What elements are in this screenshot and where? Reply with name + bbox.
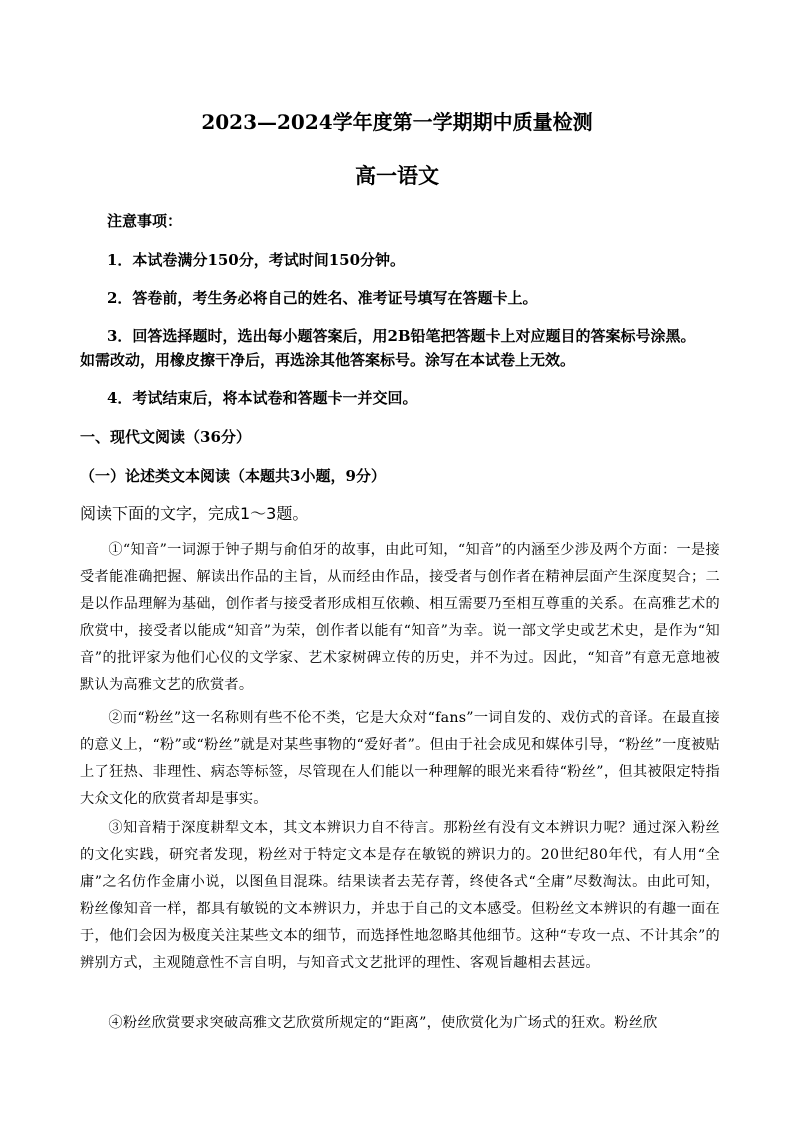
- passage-paragraph: ③知音精于深度耕犁文本，其文本辨识力自不待言。那粉丝有没有文本辨识力呢？通过深入粉丝的文化实践，研究者发现，粉丝对于特定文本是存在敏锐的辨识力的。20世纪80年代，有人用“全庸”之名仿作金庸小说，以图鱼目混珠。结果读者去芜存菁，终使各式“全庸”尽数淘汰。由此可知，粉丝像知音一样，都具有敏锐的文本辨识力，并忠于自己的文本感受。但粉丝文本辨识的有趣一面在于，他们会因为极度关注某些文本的细节，而选择性地忽略其他细节。这种“专攻一点、不计其余”的辨别方式，主观随意性不言自明，与知音式文艺批评的理性、客观旨趣相去甚远。: [80, 820, 720, 971]
- section-heading: 一、现代文阅读（36分）: [80, 428, 251, 446]
- reading-instruction: 阅读下面的文字，完成1～3题。: [80, 504, 309, 523]
- notice-item: 3．回答选择题时，选出每小题答案后，用2B铅笔把答题卡上对应题目的答案标号涂黑。: [107, 327, 696, 345]
- subject-title: 高一语文: [355, 163, 439, 188]
- notice-item: 2．答卷前，考生务必将自己的姓名、准考证号填写在答题卡上。: [107, 289, 538, 307]
- notice-heading: 注意事项：: [107, 212, 183, 230]
- passage-paragraph: ①“知音”一词源于钟子期与俞伯牙的故事，由此可知，“知音”的内涵至少涉及两个方面：一是接受者能准确把握、解读出作品的主旨，从而经由作品，接受者与创作者在精神层面产生深度契合；二是以作品理解为基础，创作者与接受者形成相互依赖、相互需要乃至相互尊重的关系。在高雅艺术的欣赏中，接受者以能成“知音”为荣，创作者以能有“知音”为幸。说一部文学史或艺术史，是作为“知音”的批评家为他们心仪的文学家、艺术家树碑立传的历史，并不为过。因此，“知音”有意无意地被默认为高雅文艺的欣赏者。: [80, 542, 720, 693]
- exam-title: 2023—2024学年度第一学期期中质量检测: [201, 110, 593, 134]
- notice-item: 1．本试卷满分150分，考试时间150分钟。: [107, 251, 406, 269]
- passage-paragraph: ④粉丝欣赏要求突破高雅文艺欣赏所规定的“距离”，使欣赏化为广场式的狂欢。粉丝欣: [108, 1015, 658, 1031]
- notice-item: 4．考试结束后，将本试卷和答题卡一并交回。: [107, 389, 418, 407]
- sub-section-heading: （一）论述类文本阅读（本题共3小题，9分）: [80, 467, 386, 485]
- passage-paragraph: ②而“粉丝”这一名称则有些不伦不类，它是大众对“fans”一词自发的、戏仿式的音译。在最直接的意义上，“粉”或“粉丝”就是对某些事物的“爱好者”。但由于社会成见和媒体引导，“粉丝”一度被贴上了狂热、非理性、病态等标签，尽管现在人们能以一种理解的眼光来看待“粉丝”，但其被限定特指大众文化的欣赏者却是事实。: [80, 710, 720, 807]
- notice-item-continued: 如需改动，用橡皮擦干净后，再选涂其他答案标号。涂写在本试卷上无效。: [80, 351, 576, 369]
